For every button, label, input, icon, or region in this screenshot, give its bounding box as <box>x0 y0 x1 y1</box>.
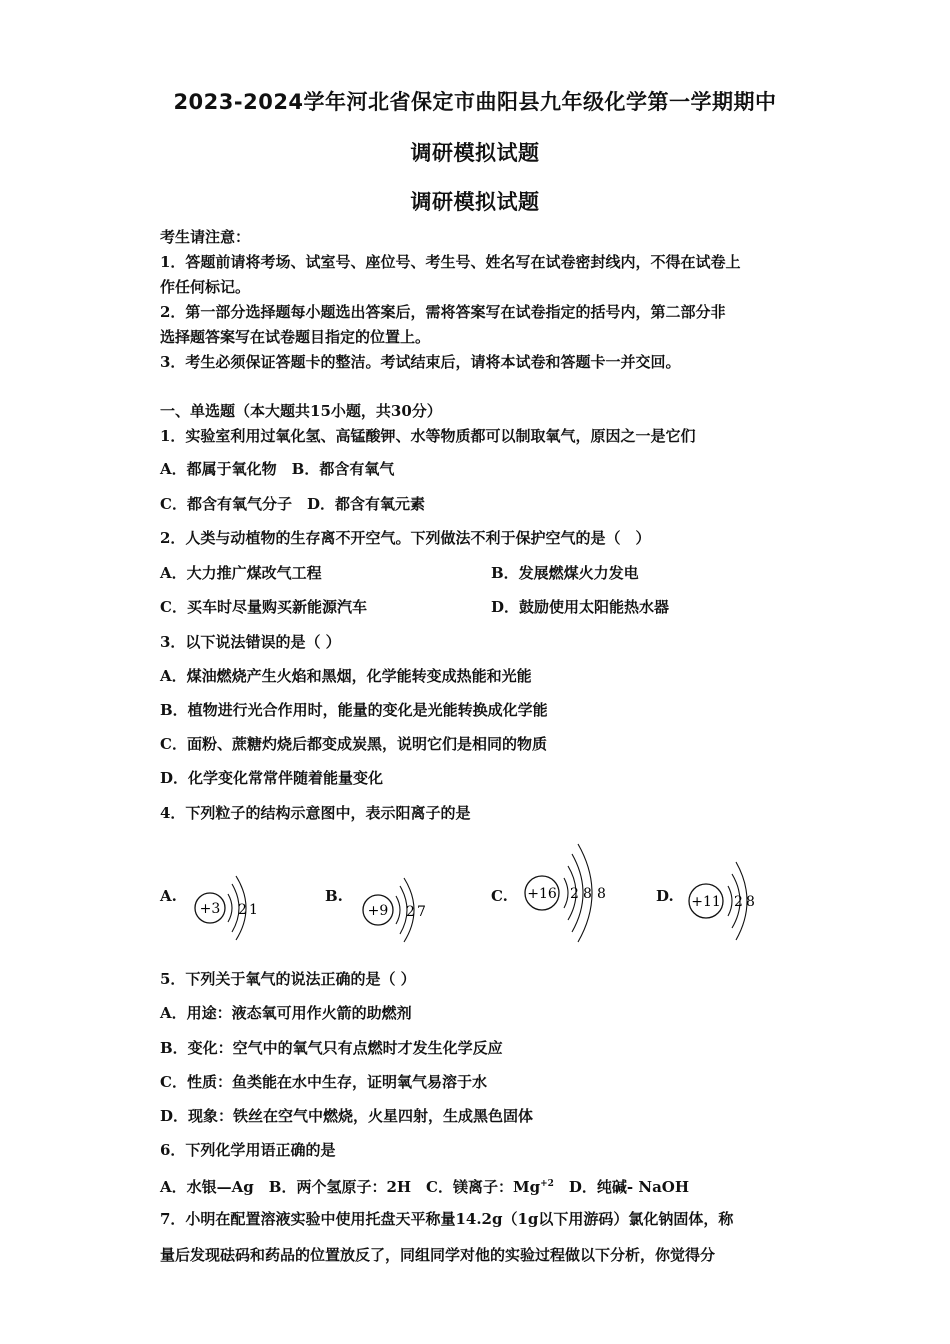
q2-option-a: A．大力推广煤改气工程 <box>160 564 322 582</box>
exam-title-line2: 调研模拟试题 <box>410 141 540 165</box>
magnesium-charge: +2 <box>540 1179 554 1189</box>
q1-options-row2: C．都含有氧气分子 D．都含有氧元素 <box>160 495 425 513</box>
q3-option-d: D．化学变化常常伴随着能量变化 <box>160 769 384 787</box>
q6-options <box>160 1174 689 1197</box>
shell-electrons: 2 <box>406 904 415 920</box>
electron-shell-arc <box>396 896 400 924</box>
q3-option-c: C．面粉、蔗糖灼烧后都变成炭黑，说明它们是相同的物质 <box>160 735 547 753</box>
q2-stem: 2．人类与动植物的生存离不开空气。下列做法不利于保护空气的是（ ） <box>160 529 651 547</box>
q5-option-d: D．现象：铁丝在空气中燃烧，火星四射，生成黑色固体 <box>160 1107 534 1125</box>
q4-diagram-b <box>356 866 436 956</box>
q5-option-c: C．性质：鱼类能在水中生存，证明氧气易溶于水 <box>160 1073 487 1091</box>
q5-option-b: B．变化：空气中的氧气只有点燃时才发生化学反应 <box>160 1039 503 1057</box>
q2-option-b: B．发展燃煤火力发电 <box>491 564 639 582</box>
q4-option-a-letter: A. <box>160 887 177 905</box>
notice-item-1: 1．答题前请将考场、试室号、座位号、考生号、姓名写在试卷密封线内，不得在试卷上 <box>160 253 741 271</box>
section-heading: 一、单选题（本大题共15小题，共30分） <box>160 402 442 420</box>
nucleus-charge: +3 <box>199 901 221 917</box>
shell-electrons: 1 <box>249 902 258 918</box>
q4-diagram-a <box>188 862 268 952</box>
q5-stem: 5．下列关于氧气的说法正确的是（ ） <box>160 970 416 988</box>
electron-shell-arc <box>728 886 732 916</box>
shell-electrons: 7 <box>417 904 426 920</box>
notice-item-2: 2．第一部分选择题每小题选出答案后，需将答案写在试卷指定的括号内，第二部分非 <box>160 303 726 321</box>
q3-stem: 3．以下说法错误的是（ ） <box>160 633 341 651</box>
q6-stem: 6．下列化学用语正确的是 <box>160 1141 336 1159</box>
nucleus-charge: +9 <box>367 903 389 919</box>
electron-shell-arc <box>564 878 568 908</box>
exam-title-line3: 调研模拟试题 <box>410 190 540 214</box>
shell-electrons: 2 <box>238 902 247 918</box>
notice-item-1-cont: 作任何标记。 <box>160 278 251 296</box>
q4-option-b-letter: B. <box>325 887 343 905</box>
q7-stem-line2: 量后发现砝码和药品的位置放反了，同组同学对他的实验过程做以下分析，你觉得分 <box>160 1246 716 1264</box>
q4-stem: 4．下列粒子的结构示意图中，表示阳离子的是 <box>160 804 471 822</box>
q6-options-text: A．水银—Ag B．两个氢原子：2H C．镁离子：Mg <box>160 1178 541 1196</box>
notice-heading: 考生请注意： <box>160 228 251 246</box>
shell-electrons: 8 <box>597 886 606 902</box>
shell-electrons: 8 <box>583 886 592 902</box>
q4-diagram-d <box>684 852 774 952</box>
shell-electrons: 2 <box>570 886 579 902</box>
q2-option-c: C．买车时尽量购买新能源汽车 <box>160 598 367 616</box>
nucleus-charge: +16 <box>527 886 557 902</box>
q4-option-c-letter: C. <box>491 887 508 905</box>
notice-item-3: 3．考生必须保证答题卡的整洁。考试结束后，请将本试卷和答题卡一并交回。 <box>160 353 681 371</box>
nucleus-charge: +11 <box>691 894 721 910</box>
q4-option-d-letter: D. <box>656 887 674 905</box>
q7-stem-line1: 7．小明在配置溶液实验中使用托盘天平称量14.2g（1g以下用游码）氯化钠固体，称 <box>160 1210 734 1228</box>
q1-stem: 1．实验室利用过氧化氢、高锰酸钾、水等物质都可以制取氧气，原因之一是它们 <box>160 427 696 445</box>
q4-diagram-c <box>520 838 620 948</box>
notice-item-2-cont: 选择题答案写在试卷题目指定的位置上。 <box>160 328 431 346</box>
electron-shell-arc <box>228 894 232 922</box>
shell-electrons: 2 <box>734 894 743 910</box>
q2-option-d: D．鼓励使用太阳能热水器 <box>491 598 670 616</box>
q3-option-b: B．植物进行光合作用时，能量的变化是光能转换成化学能 <box>160 701 548 719</box>
q1-options-row1: A．都属于氧化物 B．都含有氧气 <box>160 460 395 478</box>
q3-option-a: A．煤油燃烧产生火焰和黑烟，化学能转变成热能和光能 <box>160 667 532 685</box>
exam-title-line1: 2023-2024学年河北省保定市曲阳县九年级化学第一学期期中 <box>173 90 777 114</box>
shell-electrons: 8 <box>746 894 755 910</box>
q5-option-a: A．用途：液态氧可用作火箭的助燃剂 <box>160 1004 412 1022</box>
q6-options-text-end: D．纯碱- NaOH <box>553 1178 690 1196</box>
